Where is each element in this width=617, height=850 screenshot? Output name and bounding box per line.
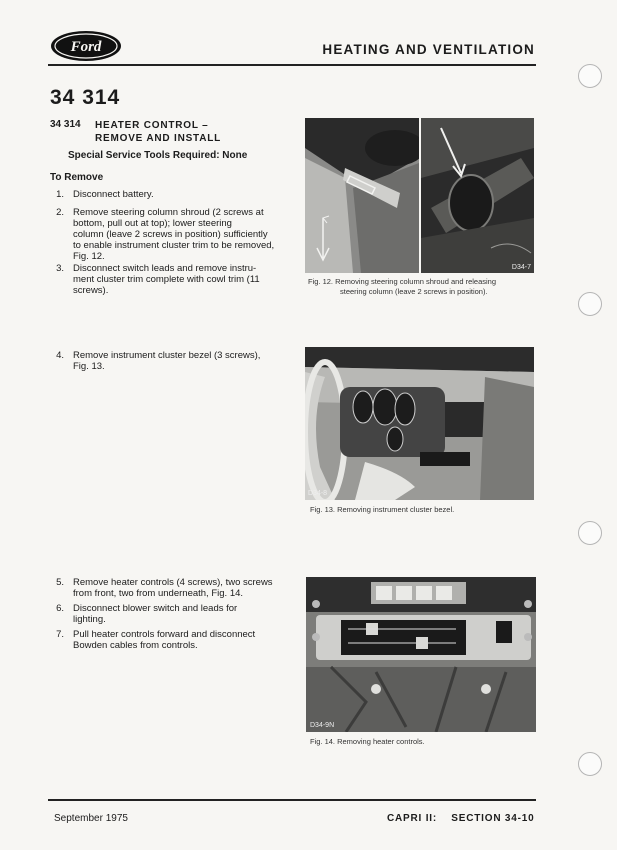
step-line: ment cluster trim complete with cowl trim (11: [73, 274, 260, 285]
step-item: [50, 350, 284, 373]
step-number: 6.: [56, 603, 64, 614]
step-number: 1.: [56, 189, 64, 200]
ford-logo: [50, 30, 122, 62]
operation-number: 34 314: [50, 86, 121, 109]
footer-rule: [48, 799, 536, 801]
footer-date: September 1975: [54, 813, 128, 824]
step-line: screws).: [73, 285, 109, 296]
step-line: Fig. 13.: [73, 361, 105, 372]
step-line: Remove steering column shroud (2 screws at: [73, 207, 264, 218]
step-item: [50, 629, 284, 652]
operation-title: [95, 119, 221, 145]
step-line: to enable instrument cluster trim to be removed,: [73, 240, 275, 251]
punch-hole: [578, 521, 602, 545]
step-line: Remove heater controls (4 screws), two screws: [73, 577, 273, 588]
step-item: [50, 603, 284, 626]
step-number: 2.: [56, 207, 64, 218]
step-line: Bowden cables from controls.: [73, 640, 198, 651]
figure-12-photo-left: [305, 118, 419, 273]
figure-12-photo-right: [421, 118, 534, 273]
step-line: Disconnect battery.: [73, 189, 154, 200]
operation-code: 34 314: [50, 119, 81, 130]
punch-hole: [578, 64, 602, 88]
step-line: column (leave 2 screws in position) sufficiently: [73, 229, 268, 240]
step-line: lighting.: [73, 614, 106, 625]
step-item: [50, 577, 284, 600]
step-number: 7.: [56, 629, 64, 640]
caption-line: steering column (leave 2 screws in position).: [340, 286, 488, 296]
figure-13-caption: Fig. 13. Removing instrument cluster bezel.: [310, 505, 455, 514]
step-line: Pull heater controls forward and disconnect: [73, 629, 256, 640]
step-line: Disconnect switch leads and remove instru-: [73, 263, 257, 274]
step-item: [50, 189, 284, 201]
footer-section: CAPRI II: SECTION 34-10: [387, 813, 535, 824]
step-item: [50, 207, 284, 263]
header-rule: [48, 64, 536, 66]
step-number: 4.: [56, 350, 64, 361]
figure-13-label: D34-8: [308, 490, 328, 497]
caption-line: Fig. 12. Removing steering column shroud and releasing: [308, 277, 497, 286]
figure-13-photo: [305, 347, 534, 500]
step-line: bottom, pull out at top); lower steering: [73, 218, 232, 229]
operation-title-line: HEATER CONTROL –: [95, 120, 209, 131]
special-tools-note: Special Service Tools Required: None: [68, 150, 248, 161]
to-remove-heading: To Remove: [50, 172, 104, 183]
step-line: Fig. 12.: [73, 251, 105, 262]
operation-title-line: REMOVE AND INSTALL: [95, 133, 222, 144]
figure-14-photo: [306, 577, 536, 732]
punch-hole: [578, 752, 602, 776]
page-header-title: HEATING AND VENTILATION: [322, 42, 535, 57]
step-number: 5.: [56, 577, 64, 588]
svg-text:Ford: Ford: [70, 39, 102, 55]
step-line: Disconnect blower switch and leads for: [73, 603, 238, 614]
step-line: Remove instrument cluster bezel (3 screws),: [73, 350, 261, 361]
figure-12-caption: [308, 277, 534, 296]
figure-12-label: D34-7: [511, 264, 531, 271]
figure-14-caption: Fig. 14. Removing heater controls.: [310, 737, 425, 746]
step-item: [50, 263, 284, 297]
step-number: 3.: [56, 263, 64, 274]
punch-hole: [578, 292, 602, 316]
figure-14-label: D34-9N: [310, 722, 335, 729]
step-line: from front, two from underneath, Fig. 14.: [73, 588, 244, 599]
